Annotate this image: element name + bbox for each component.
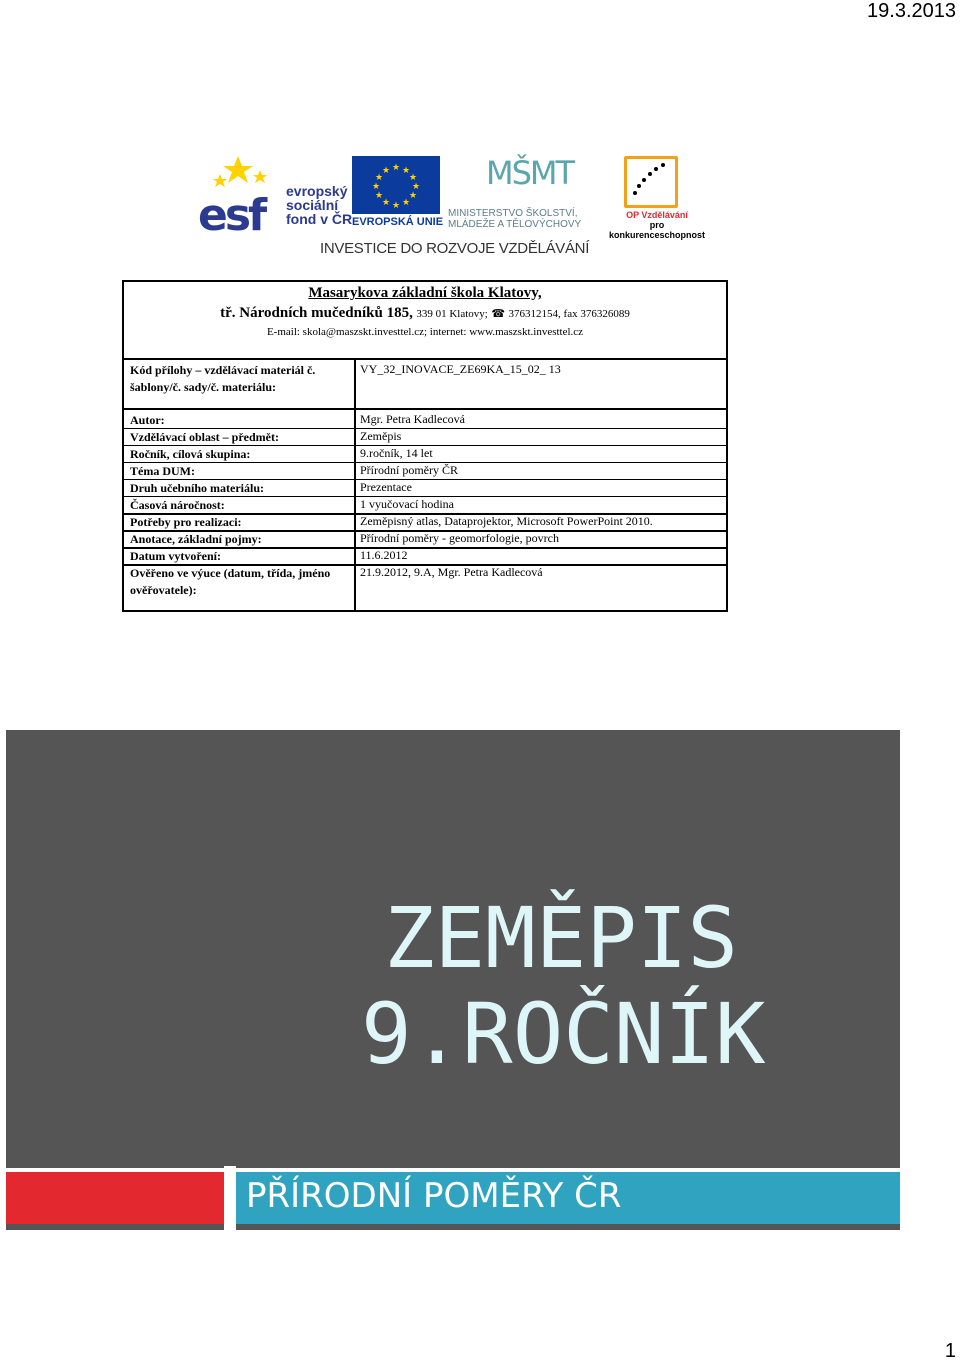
msmt-label-line-2: MLÁDEŽE A TĚLOVÝCHOVY [448, 219, 582, 230]
svg-text:★: ★ [401, 166, 411, 176]
esf-logo-text: esf [198, 190, 265, 241]
info-row-value: Mgr. Petra Kadlecová [360, 412, 465, 426]
svg-text:★: ★ [374, 191, 384, 201]
slide-red-bar [6, 1172, 224, 1224]
esf-word-2: sociální [286, 197, 339, 213]
info-row-value: Zeměpis [360, 429, 402, 443]
msmt-logo: MŠMT [486, 154, 574, 192]
op-logo-icon [624, 156, 678, 208]
slide-title-line-1: ZEMĚPIS [383, 889, 738, 987]
school-address [124, 305, 726, 322]
info-row-label: Datum vytvoření: [130, 549, 221, 563]
info-row-value: Zeměpisný atlas, Dataprojektor, Microsoft PowerPoint 2010. [360, 514, 653, 528]
school-phone: 376312154, fax 376326089 [508, 308, 630, 320]
op-label-line-1: OP Vzdělávání [626, 210, 688, 220]
info-row-label: Druh učebního materiálu: [130, 481, 265, 495]
investice-slogan: INVESTICE DO ROZVOJE VZDĚLÁVÁNÍ [320, 240, 590, 257]
svg-text:★: ★ [401, 198, 411, 208]
slide-title-line-2: 9.ROČNÍK [361, 985, 766, 1083]
info-row-label: Autor: [130, 413, 165, 427]
svg-text:★: ★ [408, 173, 418, 183]
info-row-value: 9.ročník, 14 let [360, 446, 433, 460]
info-row-value: Přírodní poměry ČR [360, 463, 458, 477]
svg-text:★: ★ [371, 182, 381, 192]
info-row-label: Ročník, cílová skupina: [130, 447, 251, 461]
svg-text:★: ★ [408, 191, 418, 201]
op-label [602, 210, 712, 240]
eu-flag-icon [352, 156, 440, 214]
svg-text:★: ★ [381, 166, 391, 176]
info-row-label: Ověřeno ve výuce (datum, třída, jméno ověřovatele): [130, 566, 331, 597]
code-value: VY_32_INOVACE_ZE69KA_15_02_ 13 [360, 362, 561, 376]
row-divider [124, 408, 726, 410]
school-contacts: E-mail: skola@maszskt.investtel.cz; internet: www.maszskt.investtel.cz [266, 326, 584, 338]
msmt-label-line-1: MINISTERSTVO ŠKOLSTVÍ, [448, 208, 578, 219]
esf-word-3: fond v ČR [286, 211, 353, 227]
op-label-line-2: pro konkurenceschopnost [608, 220, 706, 240]
material-info-table [122, 280, 728, 612]
column-divider [354, 358, 356, 610]
slide-subtitle: PŘÍRODNÍ POMĚRY ČR [246, 1176, 622, 1216]
info-row-value: 1 vyučovací hodina [360, 497, 454, 511]
info-row-label: Téma DUM: [130, 464, 195, 478]
esf-logo [198, 156, 288, 241]
school-header [124, 282, 726, 360]
funding-logos [196, 154, 706, 258]
info-row-value: Prezentace [360, 480, 412, 494]
info-row-value: Přírodní poměry - geomorfologie, povrch [360, 531, 559, 545]
msmt-label [448, 208, 581, 230]
svg-text:★: ★ [391, 163, 401, 173]
esf-word-1: evropský [286, 183, 348, 199]
eu-label: EVROPSKÁ UNIE [352, 216, 444, 228]
info-row-label: Anotace, základní pojmy: [130, 532, 262, 546]
school-name: Masarykova základní škola Klatovy, [308, 285, 542, 301]
title-slide [6, 730, 900, 1230]
phone-icon: ☎ [491, 308, 506, 320]
slide-title [361, 889, 766, 1083]
print-date: 19.3.2013 [867, 0, 956, 22]
page-number: 1 [944, 1340, 956, 1362]
info-row-label: Potřeby pro realizaci: [130, 515, 242, 529]
school-city: 339 01 Klatovy; [416, 308, 488, 320]
svg-text:★: ★ [374, 173, 384, 183]
svg-text:★: ★ [381, 198, 391, 208]
info-row-label: Vzdělávací oblast – předmět: [130, 430, 279, 444]
info-row-value: 11.6.2012 [360, 548, 408, 562]
slide-bar-gap [224, 1166, 236, 1230]
svg-text:★: ★ [411, 182, 421, 192]
esf-words [286, 184, 352, 226]
info-row-value: 21.9.2012, 9.A, Mgr. Petra Kadlecová [360, 565, 543, 579]
info-row-label: Časová náročnost: [130, 498, 225, 512]
svg-text:★: ★ [391, 201, 401, 211]
code-label: Kód přílohy – vzdělávací materiál č. šablony/č. sady/č. materiálu: [130, 363, 316, 394]
school-street: tř. Národních mučedníků 185, [220, 305, 413, 321]
